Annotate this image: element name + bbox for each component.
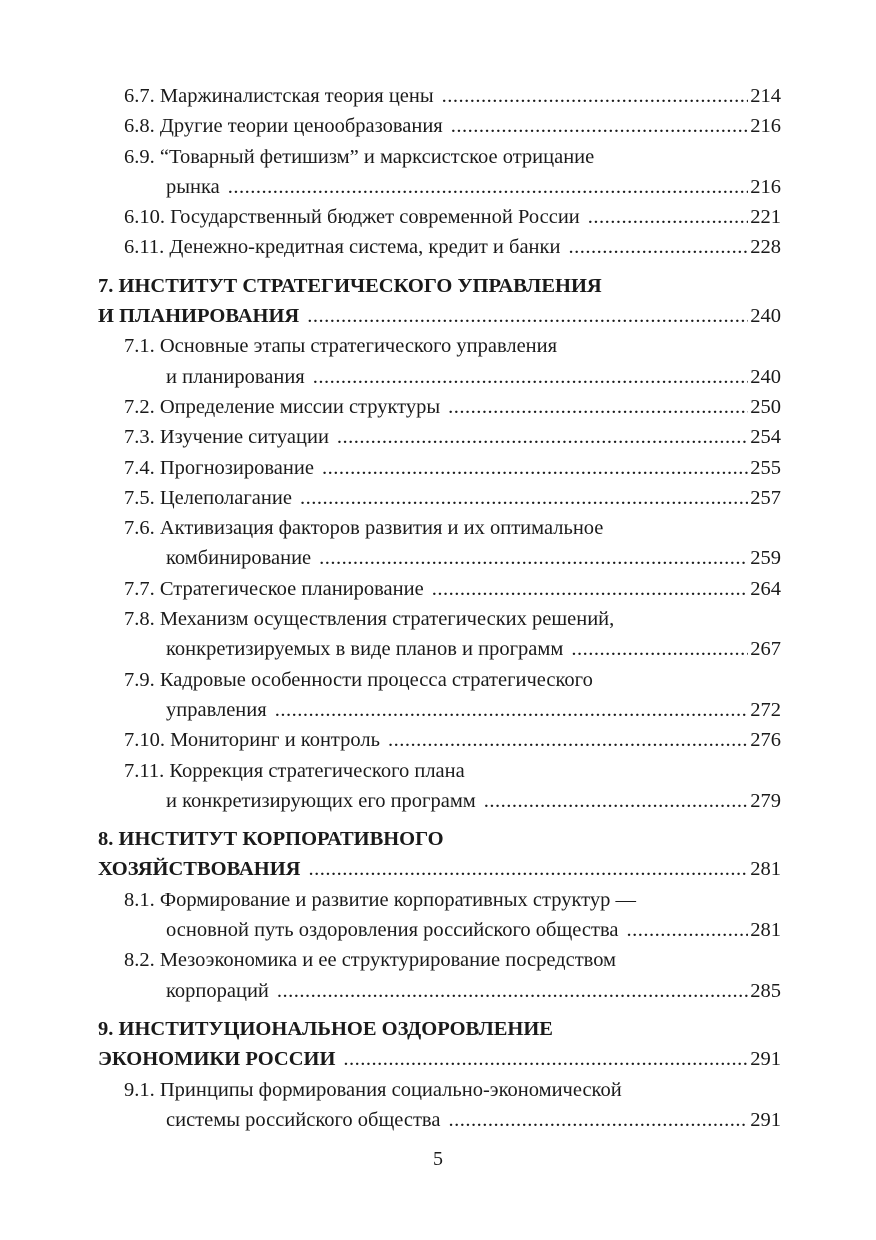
toc-entry-text: 7.2. Определение миссии структуры <box>124 395 441 418</box>
toc-leader-dots <box>451 111 749 141</box>
toc-page-number: 276 <box>750 729 781 752</box>
toc-page-number: 216 <box>750 115 781 138</box>
toc-entry-text: ХОЗЯЙСТВОВАНИЯ <box>98 858 301 881</box>
toc-section-line <box>98 915 781 945</box>
toc-leader-dots <box>322 453 748 483</box>
toc-entry-text: 7.7. Стратегическое планирование <box>124 577 424 600</box>
toc-section-line <box>98 232 781 262</box>
toc-entry-text: 7.9. Кадровые особенности процесса стратегического <box>124 668 593 691</box>
toc-section-line <box>98 756 781 786</box>
toc-section-line <box>98 142 781 172</box>
toc-entry-text: ЭКОНОМИКИ РОССИИ <box>98 1048 336 1071</box>
toc-chapter-line <box>98 301 781 331</box>
toc-leader-dots <box>307 301 748 331</box>
toc-entry-text: 7. ИНСТИТУТ СТРАТЕГИЧЕСКОГО УПРАВЛЕНИЯ <box>98 274 602 297</box>
toc-entry-text: 7.10. Мониторинг и контроль <box>124 729 380 752</box>
toc-leader-dots <box>484 786 748 816</box>
toc-section-line <box>98 172 781 202</box>
toc-section-line <box>98 725 781 755</box>
toc-section-line <box>98 453 781 483</box>
toc-entry-text: 6.9. “Товарный фетишизм” и марксистское отрицание <box>124 145 595 168</box>
page-number: 5 <box>433 1148 443 1170</box>
toc-entry-text: 7.6. Активизация факторов развития и их оптимальное <box>124 517 604 540</box>
toc-page-number: 228 <box>750 236 781 259</box>
toc-leader-dots <box>442 81 749 111</box>
toc-entry-text: системы российского общества <box>166 1108 441 1131</box>
toc-section-line <box>98 1075 781 1105</box>
toc-entry-text: конкретизируемых в виде планов и программ <box>166 638 564 661</box>
toc-leader-dots <box>343 1044 748 1074</box>
toc-chapter-line <box>98 854 781 884</box>
toc-entry-text: 8.2. Мезоэкономика и ее структурирование посредством <box>124 949 617 972</box>
toc-leader-dots <box>319 543 748 573</box>
toc-page-number: 214 <box>750 85 781 107</box>
toc-page-number: 221 <box>750 206 781 229</box>
toc-section-line <box>98 574 781 604</box>
toc-leader-dots <box>571 634 748 664</box>
toc-leader-dots <box>300 483 748 513</box>
toc-page-number: 285 <box>750 979 781 1002</box>
toc-entry-text: основной путь оздоровления российского общества <box>166 919 619 942</box>
toc-entry-text: 7.11. Коррекция стратегического плана <box>124 759 465 782</box>
toc-chapter-line <box>98 1014 781 1044</box>
toc-page-number: 267 <box>750 638 781 661</box>
toc-section-line <box>98 362 781 392</box>
toc-leader-dots <box>448 392 748 422</box>
toc-chapter-line <box>98 824 781 854</box>
toc-page-number: 240 <box>750 365 781 388</box>
toc-entry-text: 9. ИНСТИТУЦИОНАЛЬНОЕ ОЗДОРОВЛЕНИЕ <box>98 1017 553 1040</box>
toc-leader-dots <box>388 725 748 755</box>
toc-page-number: 281 <box>750 858 781 881</box>
toc-section-line <box>98 885 781 915</box>
toc-entry-text: комбинирование <box>166 547 312 570</box>
toc-page-number: 240 <box>750 305 781 328</box>
toc-section-line <box>98 604 781 634</box>
toc-entry-text: 7.5. Целеполагание <box>124 486 292 509</box>
toc-entry-text: 6.10. Государственный бюджет современной России <box>124 206 580 229</box>
toc-page-number: 291 <box>750 1108 781 1131</box>
toc-entry-text: 6.7. Маржиналистская теория цены <box>124 85 434 107</box>
toc-page-number: 257 <box>750 486 781 509</box>
toc-page-number: 291 <box>750 1048 781 1071</box>
toc-leader-dots <box>448 1105 748 1135</box>
toc-page-number: 259 <box>750 547 781 570</box>
toc-page-number: 216 <box>750 175 781 198</box>
toc-section-line <box>98 665 781 695</box>
toc-entry-text: 7.1. Основные этапы стратегического управления <box>124 335 558 358</box>
toc-entry-text: 7.3. Изучение ситуации <box>124 426 329 449</box>
toc-page-number: 250 <box>750 395 781 418</box>
toc-section-line <box>98 81 781 111</box>
toc-section-line <box>98 543 781 573</box>
toc-entry-text: 6.8. Другие теории ценообразования <box>124 115 443 138</box>
toc-leader-dots <box>228 172 749 202</box>
toc-entry-text: 9.1. Принципы формирования социально-экономической <box>124 1078 622 1101</box>
toc-entry-text: 8. ИНСТИТУТ КОРПОРАТИВНОГО <box>98 828 444 851</box>
toc-page-number: 279 <box>750 789 781 812</box>
toc-entry-text: 8.1. Формирование и развитие корпоративных структур — <box>124 888 636 911</box>
table-of-contents <box>98 81 781 1135</box>
toc-section-line <box>98 331 781 361</box>
toc-entry-text: и конкретизирующих его программ <box>166 789 476 812</box>
toc-page-number: 254 <box>750 426 781 449</box>
toc-section-line <box>98 1105 781 1135</box>
toc-section-line <box>98 483 781 513</box>
toc-leader-dots <box>308 854 748 884</box>
toc-leader-dots <box>337 422 748 452</box>
toc-leader-dots <box>568 232 748 262</box>
toc-section-line <box>98 392 781 422</box>
toc-entry-text: управления <box>166 698 267 721</box>
toc-chapter-line <box>98 271 781 301</box>
toc-leader-dots <box>275 695 749 725</box>
toc-entry-text: 7.4. Прогнозирование <box>124 456 314 479</box>
toc-leader-dots <box>313 362 749 392</box>
toc-section-line <box>98 202 781 232</box>
toc-leader-dots <box>432 574 749 604</box>
toc-entry-text: 7.8. Механизм осуществления стратегических решений, <box>124 608 615 631</box>
toc-section-line <box>98 945 781 975</box>
toc-section-line <box>98 976 781 1006</box>
toc-chapter-line <box>98 1044 781 1074</box>
toc-page-number: 264 <box>750 577 781 600</box>
toc-section-line <box>98 422 781 452</box>
toc-entry-text: корпораций <box>166 979 269 1002</box>
toc-entry-text: 6.11. Денежно-кредитная система, кредит и банки <box>124 236 561 259</box>
toc-section-line <box>98 634 781 664</box>
toc-entry-text: рынка <box>166 175 220 198</box>
toc-leader-dots <box>588 202 748 232</box>
toc-leader-dots <box>277 976 748 1006</box>
toc-page-number: 281 <box>750 919 781 942</box>
toc-entry-text: И ПЛАНИРОВАНИЯ <box>98 305 300 328</box>
toc-section-line <box>98 513 781 543</box>
toc-leader-dots <box>626 915 748 945</box>
toc-page-number: 272 <box>750 698 781 721</box>
toc-section-line <box>98 695 781 725</box>
toc-section-line <box>98 786 781 816</box>
toc-page-number: 255 <box>750 456 781 479</box>
toc-section-line <box>98 111 781 141</box>
toc-entry-text: и планирования <box>166 365 305 388</box>
